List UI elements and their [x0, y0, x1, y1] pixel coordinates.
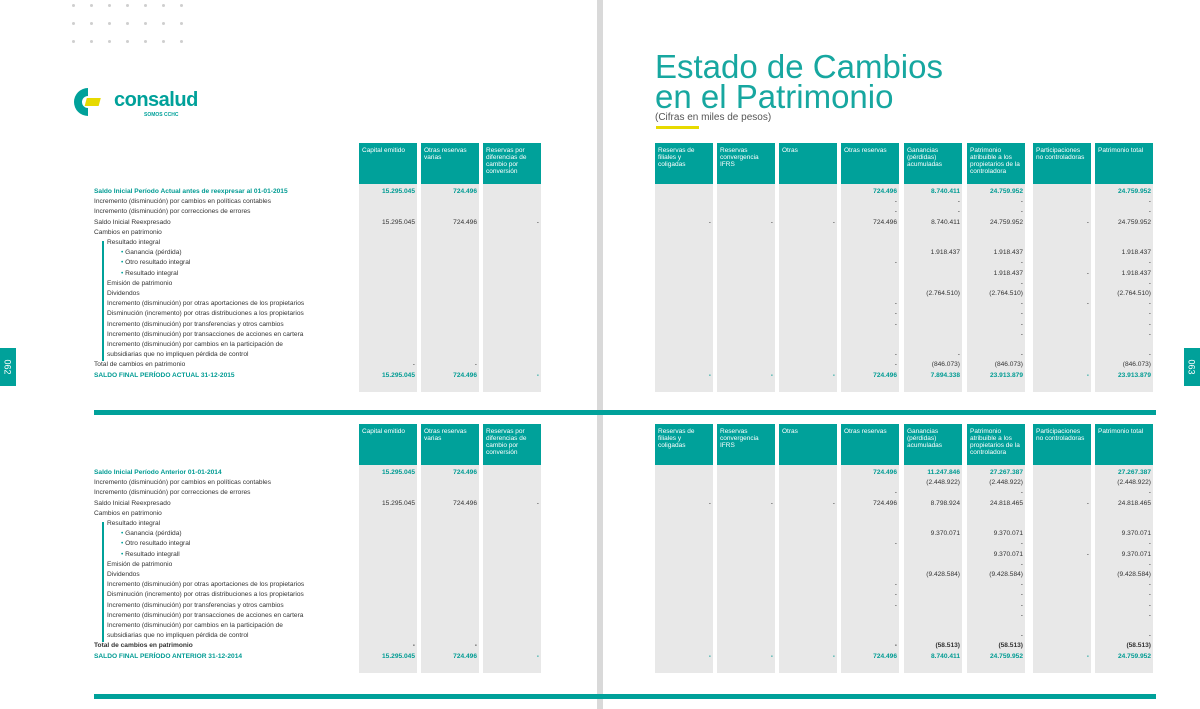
- table-cell: -: [894, 601, 897, 609]
- table-cell: 724.496: [453, 371, 477, 379]
- table-cell: 9.370.071: [993, 530, 1023, 538]
- bullet-icon: •: [121, 550, 126, 558]
- column-header: Reservas convergencia IFRS: [717, 143, 775, 184]
- table-cell: -: [1020, 300, 1023, 308]
- row-label: Incremento (disminución) por cambios en políticas contables: [94, 198, 272, 206]
- table-cell: -: [832, 218, 835, 226]
- row-label: Resultado integral: [107, 520, 161, 527]
- row-label: Saldo Inicial Reexpresado: [94, 218, 171, 226]
- column-header: Reservas de filiales y coligadas: [655, 143, 713, 184]
- column-header: Ganancias (pérdidas) acumuladas: [904, 424, 962, 465]
- column-body: [717, 184, 775, 392]
- table-cell: -: [536, 499, 539, 507]
- row-label: Emisión de patrimonio: [107, 279, 173, 287]
- column-header: Otras reservas: [841, 424, 899, 465]
- section-bracket: [102, 522, 104, 642]
- decor-dot: [108, 4, 111, 7]
- table-cell: -: [1020, 560, 1023, 568]
- table-cell: (846.073): [994, 361, 1023, 369]
- table-cell: -: [1020, 632, 1023, 640]
- table-cell: 1.918.437: [930, 249, 960, 257]
- table-cell: -: [894, 320, 897, 328]
- table-cell: -: [1020, 581, 1023, 589]
- table-cell: 724.496: [453, 499, 477, 507]
- row-label: SALDO FINAL PERÍODO ACTUAL 31-12-2015: [94, 371, 235, 379]
- decor-dot: [126, 4, 129, 7]
- row-label: • Otro resultado integral: [121, 540, 191, 548]
- table-cell: (846.073): [1122, 361, 1151, 369]
- row-label: Total de cambios en patrimonio: [94, 361, 186, 369]
- column-header: Capital emitido: [359, 143, 417, 184]
- table-cell: -: [894, 208, 897, 216]
- table-cell: -: [1148, 300, 1151, 308]
- table-cell: -: [957, 208, 960, 216]
- row-label: Total de cambios en patrimonio: [94, 642, 193, 650]
- section-bracket: [102, 241, 104, 361]
- table-cell: (2.448.922): [926, 479, 960, 487]
- table-cell: 11.247.846: [927, 469, 960, 476]
- table-cell: (2.448.922): [989, 479, 1023, 487]
- decor-dot: [72, 22, 75, 25]
- table-cell: -: [1020, 310, 1023, 318]
- table-cell: 1.918.437: [1121, 269, 1151, 277]
- row-label: • Resultado integrall: [121, 550, 180, 558]
- left-page-number: [0, 348, 16, 386]
- column-body: [655, 184, 713, 392]
- table-cell: 1.918.437: [1121, 249, 1151, 257]
- table-cell: -: [770, 218, 773, 226]
- table-cell: -: [1148, 632, 1151, 640]
- row-label: Incremento (disminución) por correcciones de errores: [94, 489, 251, 497]
- table-cell: (9.428.584): [1117, 571, 1151, 578]
- table-cell: -: [832, 499, 835, 507]
- column-body: [1033, 465, 1091, 673]
- row-label: Incremento (disminución) por cambios en políticas contables: [94, 479, 272, 487]
- column-body: [483, 184, 541, 392]
- row-label: Saldo Inicial Período Actual antes de reexpresar al 01-01-2015: [94, 188, 288, 195]
- bullet-icon: •: [121, 269, 126, 277]
- table-cell: -: [1148, 198, 1151, 206]
- column-header: Participaciones no controladoras: [1033, 424, 1091, 465]
- row-label: Saldo Inicial Período Anterior 01-01-2014: [94, 469, 222, 476]
- row-label: subsidiarias que no impliquen pérdida de control: [107, 632, 249, 640]
- row-label: Disminución (incremento) por otras distribuciones a los propietarios: [107, 591, 304, 599]
- column-header: Otras reservas varias: [421, 143, 479, 184]
- column-header: Patrimonio total: [1095, 143, 1153, 184]
- row-label: Cambios en patrimonio: [94, 228, 162, 236]
- table-cell: -: [894, 581, 897, 589]
- table-cell: 15.295.045: [381, 499, 415, 507]
- row-label: Incremento (disminución) por transferencias y otros cambios: [107, 320, 284, 328]
- table-cell: 724.496: [873, 499, 897, 507]
- bullet-icon: •: [121, 259, 126, 267]
- bullet-icon: •: [121, 530, 126, 538]
- table-cell: 7.894.338: [930, 371, 960, 379]
- table-cell: -: [1148, 320, 1151, 328]
- table-cell: 24.818.465: [1117, 499, 1151, 507]
- table-cell: -: [1020, 279, 1023, 287]
- table-cell: -: [1020, 591, 1023, 599]
- column-header: Reservas por diferencias de cambio por conversión: [483, 424, 541, 465]
- column-header: Otras reservas: [841, 143, 899, 184]
- column-header: Participaciones no controladoras: [1033, 143, 1091, 184]
- table-cell: -: [894, 351, 897, 359]
- table-cell: (58.513): [935, 642, 960, 650]
- table-cell: 24.759.952: [1117, 652, 1151, 660]
- table-cell: 23.913.879: [1117, 371, 1151, 379]
- table-cell: 724.496: [453, 188, 477, 195]
- table-cell: -: [1148, 591, 1151, 599]
- table-cell: -: [1020, 320, 1023, 328]
- column-header: Reservas convergencia IFRS: [717, 424, 775, 465]
- decor-dot: [144, 22, 147, 25]
- row-label: Incremento (disminución) por transacciones de acciones en cartera: [107, 611, 304, 619]
- row-label: • Otro resultado integral: [121, 259, 191, 267]
- row-label: • Ganancia (pérdida): [121, 530, 182, 538]
- table-cell: -: [708, 499, 711, 507]
- decor-dot: [108, 40, 111, 43]
- row-label: Disminución (incremento) por otras distribuciones a los propietarios: [107, 310, 304, 318]
- decor-dot: [126, 22, 129, 25]
- row-label: Incremento (disminución) por transacciones de acciones en cartera: [107, 330, 304, 338]
- table-cell: 724.496: [453, 218, 477, 226]
- table-cell: -: [894, 591, 897, 599]
- table-cell: 15.295.045: [381, 371, 415, 379]
- table-cell: -: [1086, 371, 1089, 379]
- table-cell: -: [536, 371, 539, 379]
- table-cell: 15.295.045: [381, 652, 415, 660]
- table-cell: -: [1148, 581, 1151, 589]
- table-cell: (9.428.584): [926, 571, 960, 578]
- table-cell: 9.370.071: [1121, 530, 1151, 538]
- table-cell: 24.759.952: [1117, 218, 1151, 226]
- table-cell: 24.759.952: [989, 188, 1023, 195]
- table-cell: (58.513): [1126, 642, 1151, 650]
- table-cell: (846.073): [931, 361, 960, 369]
- row-label: Incremento (disminución) por cambios en la participación de: [107, 622, 283, 629]
- row-label: Dividendos: [107, 290, 140, 297]
- row-label: Resultado integral: [107, 239, 161, 246]
- column-body: [779, 465, 837, 673]
- table-cell: -: [1020, 611, 1023, 619]
- table-cell: (2.764.510): [1117, 290, 1151, 297]
- decor-dot: [180, 22, 183, 25]
- table-cell: -: [1020, 601, 1023, 609]
- table-cell: -: [894, 259, 897, 267]
- decor-dot: [90, 4, 93, 7]
- table-cell: -: [894, 540, 897, 548]
- decor-dot: [90, 22, 93, 25]
- table-cell: 724.496: [873, 188, 897, 195]
- column-body: [717, 465, 775, 673]
- table-cell: -: [957, 198, 960, 206]
- decor-dot: [72, 4, 75, 7]
- table-cell: (2.764.510): [926, 290, 960, 297]
- table-cell: 8.740.411: [931, 218, 960, 226]
- table-cell: -: [957, 351, 960, 359]
- column-header: Ganancias (pérdidas) acumuladas: [904, 143, 962, 184]
- table-cell: -: [1148, 601, 1151, 609]
- decor-dot: [144, 4, 147, 7]
- table-cell: -: [1148, 208, 1151, 216]
- table-cell: 24.759.952: [989, 218, 1023, 226]
- table-cell: -: [894, 489, 897, 497]
- table-cell: -: [1148, 489, 1151, 497]
- table-cell: -: [770, 499, 773, 507]
- right-page-number: [1184, 348, 1200, 386]
- row-label: subsidiarias que no impliquen pérdida de control: [107, 351, 249, 359]
- table-cell: -: [1020, 259, 1023, 267]
- table-cell: (2.448.922): [1117, 479, 1151, 487]
- table-cell: -: [536, 652, 539, 660]
- table-cell: 724.496: [873, 469, 897, 476]
- bullet-icon: •: [121, 249, 126, 257]
- decor-dot: [126, 40, 129, 43]
- table-cell: 24.759.952: [1117, 188, 1151, 195]
- table-cell: -: [1148, 560, 1151, 568]
- table-cell: -: [1148, 540, 1151, 548]
- column-header: Patrimonio atribuible a los propietarios de la controladora: [967, 143, 1025, 184]
- column-body: [779, 184, 837, 392]
- row-label: • Ganancia (pérdida): [121, 249, 182, 257]
- column-header: Otras reservas varias: [421, 424, 479, 465]
- table-cell: -: [1148, 279, 1151, 287]
- table-cell: -: [1020, 198, 1023, 206]
- table-cell: -: [1020, 489, 1023, 497]
- table-cell: 1.918.437: [993, 249, 1023, 257]
- logo-tagline: SOMOS CCHC: [144, 112, 179, 118]
- decor-dot: [162, 22, 165, 25]
- left-page-number-text: 062: [3, 359, 13, 375]
- logo-mark-icon: [72, 86, 108, 118]
- decor-dot: [162, 4, 165, 7]
- table-cell: -: [1148, 310, 1151, 318]
- column-header: Patrimonio atribuible a los propietarios de la controladora: [967, 424, 1025, 465]
- decor-dot: [108, 22, 111, 25]
- column-header: Reservas de filiales y coligadas: [655, 424, 713, 465]
- decor-dot: [90, 40, 93, 43]
- table-cell: 23.913.879: [989, 371, 1023, 379]
- table-cell: -: [1148, 611, 1151, 619]
- table-cell: 27.267.387: [1117, 469, 1151, 476]
- table-cell: -: [894, 642, 897, 650]
- title-line-2: en el Patrimonio: [655, 78, 894, 115]
- row-label: Saldo Inicial Reexpresado: [94, 499, 171, 507]
- table-cell: -: [770, 371, 773, 379]
- table-cell: -: [1020, 330, 1023, 338]
- row-label: Incremento (disminución) por cambios en la participación de: [107, 341, 283, 348]
- row-label: SALDO FINAL PERÍODO ANTERIOR 31-12-2014: [94, 652, 243, 660]
- page-subtitle: (Cifras en miles de pesos): [655, 112, 772, 123]
- column-header: Otras: [779, 143, 837, 184]
- table-cell: -: [894, 310, 897, 318]
- table-cell: -: [1086, 550, 1089, 558]
- table-cell: 15.295.045: [381, 218, 415, 226]
- table-cell: 8.740.411: [931, 652, 960, 660]
- table-cell: -: [708, 218, 711, 226]
- row-label: Incremento (disminución) por otras aportaciones de los propietarios: [107, 581, 305, 589]
- table-cell: -: [708, 652, 711, 660]
- column-body: [655, 465, 713, 673]
- table-cell: -: [412, 361, 415, 369]
- table-separator: [94, 410, 1156, 415]
- row-label: Incremento (disminución) por transferencias y otros cambios: [107, 601, 284, 609]
- table-cell: -: [536, 218, 539, 226]
- consalud-logo: [72, 86, 202, 122]
- table-cell: -: [1086, 269, 1089, 277]
- title-underline: [656, 126, 699, 129]
- table-cell: -: [894, 300, 897, 308]
- table-cell: 15.295.045: [381, 469, 415, 476]
- table-cell: -: [1086, 300, 1089, 308]
- table-cell: -: [474, 642, 477, 650]
- table-cell: 9.370.071: [993, 550, 1023, 558]
- row-label: Incremento (disminución) por correcciones de errores: [94, 208, 251, 216]
- row-label: Incremento (disminución) por otras aportaciones de los propietarios: [107, 300, 305, 308]
- table-cell: 724.496: [873, 371, 897, 379]
- table-cell: 24.818.465: [989, 499, 1023, 507]
- decor-dot: [180, 40, 183, 43]
- table-cell: 27.267.387: [989, 469, 1023, 476]
- table-cell: -: [832, 652, 835, 660]
- table-cell: 724.496: [873, 652, 897, 660]
- table-cell: -: [474, 361, 477, 369]
- decor-dot: [144, 40, 147, 43]
- table-cell: 8.798.924: [930, 499, 960, 507]
- table-cell: 9.370.071: [930, 530, 960, 538]
- table-cell: -: [832, 371, 835, 379]
- table-cell: 24.759.952: [989, 652, 1023, 660]
- page-title: [655, 48, 943, 115]
- table-cell: -: [1148, 351, 1151, 359]
- decor-dot: [162, 40, 165, 43]
- column-header: Reservas por diferencias de cambio por conversión: [483, 143, 541, 184]
- column-header: Otras: [779, 424, 837, 465]
- table-cell: (9.428.584): [989, 571, 1023, 578]
- table-cell: (2.764.510): [989, 290, 1023, 297]
- bottom-separator: [94, 694, 1156, 699]
- table-cell: 724.496: [453, 469, 477, 476]
- logo-name: consalud: [114, 89, 198, 111]
- table-cell: -: [1086, 499, 1089, 507]
- table-cell: -: [1086, 652, 1089, 660]
- table-cell: -: [770, 652, 773, 660]
- decor-dot: [72, 40, 75, 43]
- table-cell: -: [894, 361, 897, 369]
- table-cell: -: [1020, 351, 1023, 359]
- table-cell: 15.295.045: [381, 188, 415, 195]
- column-header: Patrimonio total: [1095, 424, 1153, 465]
- table-cell: -: [1020, 208, 1023, 216]
- table-cell: -: [894, 198, 897, 206]
- table-cell: 724.496: [873, 218, 897, 226]
- table-cell: -: [412, 642, 415, 650]
- row-label: • Resultado integral: [121, 269, 179, 277]
- table-cell: 724.496: [453, 652, 477, 660]
- decor-dot: [180, 4, 183, 7]
- table-cell: (58.513): [998, 642, 1023, 650]
- right-page-number-text: 063: [1187, 359, 1197, 375]
- bullet-icon: •: [121, 540, 126, 548]
- table-cell: 8.740.411: [931, 188, 960, 195]
- row-label: Emisión de patrimonio: [107, 560, 173, 568]
- column-body: [1033, 184, 1091, 392]
- column-header: Capital emitido: [359, 424, 417, 465]
- column-body: [483, 465, 541, 673]
- table-cell: -: [708, 371, 711, 379]
- table-cell: -: [1086, 218, 1089, 226]
- row-label: Cambios en patrimonio: [94, 509, 162, 517]
- table-cell: -: [1020, 540, 1023, 548]
- table-cell: 1.918.437: [993, 269, 1023, 277]
- table-cell: -: [1148, 330, 1151, 338]
- table-cell: -: [1148, 259, 1151, 267]
- title-line-1: Estado de Cambios: [655, 48, 943, 85]
- table-cell: 9.370.071: [1121, 550, 1151, 558]
- row-label: Dividendos: [107, 571, 140, 578]
